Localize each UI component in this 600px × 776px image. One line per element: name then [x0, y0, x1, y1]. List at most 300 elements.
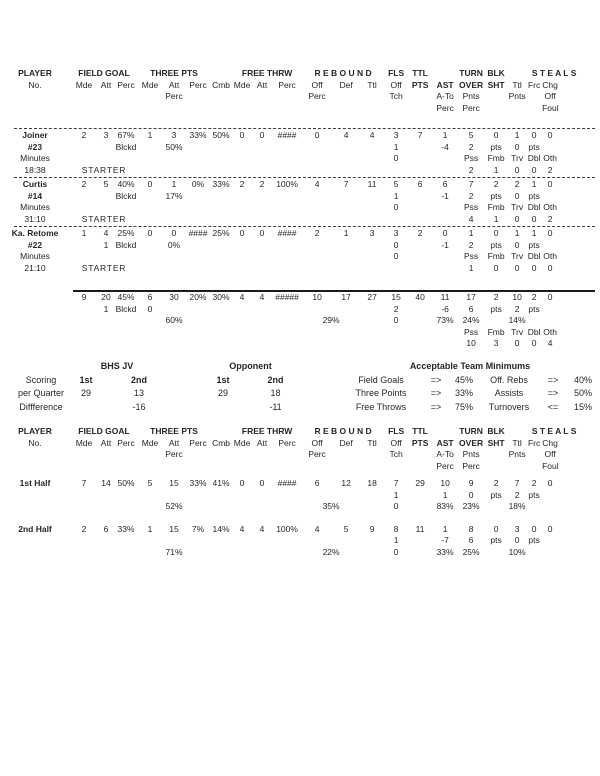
cell: #14	[27, 190, 43, 201]
cell: 30	[169, 292, 179, 302]
header-row-2	[0, 80, 600, 92]
player-retome-line-1	[0, 228, 600, 240]
cell: =>	[430, 388, 442, 398]
cell: Pss	[464, 251, 479, 261]
cell: PTS	[411, 437, 429, 448]
totals-line-4	[0, 327, 600, 339]
cell: 0	[259, 130, 265, 140]
cell: pts	[490, 141, 502, 152]
cell: Perc	[278, 79, 296, 90]
cell: BHS JV	[100, 361, 134, 371]
cell: 0	[547, 292, 553, 302]
cell: pts	[528, 190, 540, 201]
cell: 8	[468, 523, 474, 534]
cell: A-To	[436, 91, 454, 101]
cell: 2	[514, 489, 520, 500]
quarter-scoring-table	[0, 360, 303, 414]
cell: FIELD GOAL	[78, 68, 130, 78]
cell: Blckd	[115, 303, 137, 314]
cell: #####	[275, 292, 299, 302]
empty-cell	[526, 547, 600, 559]
cell: Frc	[527, 437, 541, 448]
cell: 27	[367, 292, 377, 302]
cell: 9	[81, 292, 87, 302]
scoring-period-header	[0, 374, 303, 388]
cell: <=	[547, 401, 559, 412]
cell: Mde	[75, 79, 93, 90]
cell: 0	[547, 179, 553, 189]
cell: 0	[442, 228, 448, 238]
empty-cell	[432, 426, 458, 438]
cell: 1	[514, 228, 520, 238]
cell: 2nd	[131, 374, 148, 385]
cell: 3	[393, 130, 399, 140]
cell: Trv	[511, 251, 524, 261]
empty-cell	[408, 547, 432, 559]
cell: pts	[528, 535, 540, 545]
cell: AST	[436, 437, 454, 448]
cell: 0%	[167, 239, 181, 250]
cell: 1	[468, 262, 474, 273]
empty-cell	[170, 387, 198, 401]
totals-line-3	[0, 315, 600, 327]
cell: PTS	[411, 79, 429, 90]
empty-cell	[542, 304, 600, 316]
empty-cell	[0, 501, 162, 513]
cell: 1	[531, 179, 537, 189]
cell: Trv	[511, 202, 524, 212]
empty-cell	[526, 91, 542, 103]
empty-cell	[186, 191, 384, 203]
cell: PLAYER	[18, 68, 52, 78]
cell: -4	[441, 141, 449, 152]
empty-cell	[186, 142, 384, 154]
minimums-free-throws	[340, 401, 600, 415]
cell: 3	[103, 130, 109, 140]
cell: 7	[343, 179, 349, 189]
cell: FREE THRW	[241, 426, 293, 436]
cell: pts	[490, 190, 502, 201]
cell: 4	[314, 523, 320, 534]
cell: 0	[147, 228, 153, 238]
cell: 0	[171, 228, 177, 238]
cell: Fmb	[487, 153, 505, 163]
cell: Off. Rebs	[490, 374, 528, 385]
cell: pts	[490, 489, 502, 500]
cell: 4	[239, 523, 245, 534]
cell: pts	[490, 535, 502, 545]
cell: S T E A L S	[531, 426, 577, 436]
second-half-line-3	[0, 547, 600, 559]
cell: 6	[314, 478, 320, 488]
cell: Off	[544, 91, 556, 101]
cell: 5	[393, 179, 399, 189]
cell: Perc	[278, 437, 296, 448]
cell: 2	[81, 130, 87, 140]
cell: Free Throws	[355, 401, 407, 412]
empty-cell	[0, 338, 458, 350]
cell: Ttl	[367, 79, 377, 90]
cell: Att	[100, 437, 112, 448]
cell: R E B O U N D	[314, 426, 372, 436]
cell: 1	[493, 213, 499, 224]
cell: Assists	[494, 388, 524, 398]
cell: 0%	[191, 179, 205, 189]
cell: STARTER	[81, 164, 127, 175]
cell: 10	[512, 292, 522, 302]
cell: 15	[169, 478, 179, 488]
empty-cell	[484, 461, 542, 473]
cell: 0	[393, 239, 399, 250]
cell: 3	[393, 228, 399, 238]
cell: Att	[256, 437, 268, 448]
cell: Mde	[141, 437, 159, 448]
cell: -6	[441, 303, 449, 314]
empty-cell	[70, 191, 114, 203]
empty-cell	[408, 142, 432, 154]
cell: 14%	[212, 523, 230, 534]
cell: 33%	[454, 388, 473, 398]
empty-cell	[558, 251, 600, 263]
cell: 0	[531, 262, 537, 273]
cell: 0	[547, 478, 553, 488]
cell: Cmb	[212, 79, 231, 90]
cell: 2	[468, 164, 474, 175]
cell: 0	[493, 523, 499, 534]
cell: 71%	[165, 546, 183, 557]
cell: Att	[168, 79, 180, 90]
empty-cell	[558, 327, 600, 339]
cell: 0	[393, 153, 399, 163]
empty-cell	[542, 240, 600, 252]
cell: pts	[490, 239, 502, 250]
cell: FREE THRW	[241, 68, 293, 78]
empty-cell	[0, 315, 162, 327]
cell: 7	[468, 179, 474, 189]
cell: Blckd	[115, 141, 137, 152]
empty-cell	[0, 91, 162, 103]
empty-cell	[408, 490, 432, 502]
first-half-line-3	[0, 501, 600, 513]
cell: 20%	[189, 292, 207, 302]
empty-cell	[0, 535, 384, 547]
player-retome-line-4	[0, 263, 600, 275]
cell: -7	[441, 535, 449, 545]
empty-cell	[558, 438, 600, 450]
cell: 1	[103, 239, 109, 250]
cell: 0	[393, 315, 399, 325]
cell: Perc	[165, 91, 183, 101]
cell: Att	[100, 79, 112, 90]
cell: AST	[436, 79, 454, 90]
table-row	[0, 114, 600, 127]
cell: 2	[514, 179, 520, 189]
cell: Att	[256, 79, 268, 90]
cell: 0	[547, 130, 553, 140]
cell: Perc	[117, 79, 135, 90]
cell: 33%	[436, 546, 454, 557]
cell: 0	[531, 213, 537, 224]
cell: 3	[369, 228, 375, 238]
cell: THREE PTS	[150, 426, 198, 436]
cell: 45%	[117, 292, 135, 302]
empty-cell	[558, 478, 600, 490]
cell: Three Points	[355, 388, 407, 398]
cell: Turnovers	[488, 401, 530, 412]
cell: Mde	[75, 437, 93, 448]
cell: Mde	[141, 79, 159, 90]
empty-cell	[484, 91, 508, 103]
cell: Field Goals	[358, 374, 404, 385]
cell: Dbl	[527, 326, 541, 337]
cell: 100%	[276, 523, 298, 534]
empty-cell	[210, 426, 232, 438]
cell: 30%	[212, 292, 230, 302]
cell: 29	[218, 388, 229, 398]
cell: 41%	[212, 478, 230, 488]
player-curtis-line-2	[0, 191, 600, 203]
cell: 17%	[165, 190, 183, 201]
cell: Pnts	[462, 449, 480, 459]
cell: ####	[188, 228, 208, 238]
cell: Ttl	[512, 79, 522, 90]
cell: Ka. Retome	[11, 228, 59, 238]
empty-cell	[558, 103, 600, 115]
header-row-3	[0, 449, 600, 461]
cell: 1	[531, 228, 537, 238]
cell: -1	[441, 190, 449, 201]
cell: 15	[391, 292, 401, 302]
cell: 50%	[117, 478, 135, 488]
cell: 0	[314, 130, 320, 140]
cell: Mde	[233, 79, 251, 90]
cell: 4	[314, 179, 320, 189]
cell: No.	[28, 79, 42, 90]
cell: 1	[442, 130, 448, 140]
cell: 17	[341, 292, 351, 302]
cell: Opponent	[229, 361, 272, 371]
empty-cell	[360, 547, 384, 559]
cell: No.	[28, 437, 42, 448]
dash-line	[14, 128, 595, 129]
cell: 1	[147, 523, 153, 534]
empty-cell	[542, 490, 600, 502]
cell: 4	[343, 130, 349, 140]
empty-cell	[0, 449, 162, 461]
scoring-values	[0, 387, 303, 401]
empty-cell	[0, 547, 162, 559]
player-joiner-line-4	[0, 165, 600, 177]
team-minimums-table	[340, 360, 600, 414]
empty-cell	[0, 327, 458, 339]
player-retome-line-3	[0, 251, 600, 263]
cell: 4	[259, 292, 265, 302]
empty-cell	[408, 449, 432, 461]
cell: 2	[314, 228, 320, 238]
cell: 40%	[573, 374, 592, 385]
cell: Tch	[389, 91, 403, 101]
cell: Perc	[462, 102, 480, 113]
cell: 10	[440, 478, 450, 488]
cell: Def	[339, 437, 353, 448]
cell: 0	[514, 535, 520, 545]
cell: 0	[531, 338, 537, 348]
cell: 5	[468, 130, 474, 140]
cell: 0	[547, 262, 553, 273]
empty-cell	[526, 315, 600, 327]
cell: -16	[132, 401, 146, 412]
cell: -1	[441, 239, 449, 250]
first-half-line-2	[0, 490, 600, 502]
cell: 18	[367, 478, 377, 488]
cell: =>	[430, 401, 442, 412]
cell: 21:10	[24, 262, 46, 273]
empty-cell	[0, 304, 98, 316]
cell: 52%	[165, 501, 183, 511]
cell: 2	[468, 239, 474, 250]
cell: Perc	[308, 91, 326, 101]
cell: 4	[547, 338, 553, 348]
cell: S T E A L S	[531, 68, 577, 78]
cell: Foul	[542, 102, 559, 113]
cell: 0	[531, 130, 537, 140]
cell: SHT	[487, 79, 505, 90]
cell: Oth	[543, 251, 557, 261]
cell: Frc	[527, 79, 541, 90]
cell: 50%	[165, 141, 183, 152]
cell: OVER	[459, 79, 484, 90]
cell: Pnts	[462, 91, 480, 101]
cell: Mde	[233, 437, 251, 448]
cell: 0	[393, 202, 399, 212]
cell: Trv	[511, 153, 524, 163]
cell: 1	[147, 130, 153, 140]
cell: 0	[547, 228, 553, 238]
cell: 11	[440, 292, 450, 302]
cell: 18:38	[24, 164, 46, 175]
empty-cell	[558, 80, 600, 92]
cell: Tch	[389, 449, 403, 459]
empty-cell	[138, 165, 458, 177]
cell: =>	[547, 374, 559, 385]
cell: PLAYER	[18, 426, 52, 436]
empty-cell	[542, 142, 600, 154]
cell: #22	[27, 239, 43, 250]
empty-cell	[70, 202, 384, 214]
cell: 9	[468, 478, 474, 488]
cell: TTL	[412, 426, 428, 436]
cell: 0	[259, 228, 265, 238]
cell: Dbl	[527, 202, 541, 212]
cell: Perc	[436, 460, 454, 471]
cell: 7	[514, 478, 520, 488]
cell: Perc	[436, 102, 454, 113]
empty-cell	[558, 461, 600, 473]
cell: 1st	[79, 374, 93, 385]
cell: BLK	[487, 426, 505, 436]
cell: pts	[490, 303, 502, 314]
cell: A-To	[436, 449, 454, 459]
cell: 2	[547, 213, 553, 224]
quarter-scoring-section	[0, 360, 600, 418]
cell: 15%	[573, 401, 592, 412]
empty-cell	[186, 315, 302, 327]
cell: 12	[341, 478, 351, 488]
cell: Blckd	[115, 190, 137, 201]
empty-cell	[408, 240, 432, 252]
cell: ####	[277, 478, 297, 488]
empty-cell	[432, 68, 458, 80]
cell: 40	[415, 292, 425, 302]
cell: 4	[103, 228, 109, 238]
cell: 23%	[462, 501, 480, 511]
first-half-line-1	[0, 478, 600, 490]
empty-cell	[408, 91, 432, 103]
cell: 40%	[117, 179, 135, 189]
cell: 33%	[212, 179, 230, 189]
cell: Fmb	[487, 202, 505, 212]
player-curtis-line-1	[0, 179, 600, 191]
header-row-3	[0, 91, 600, 103]
cell: 7	[417, 130, 423, 140]
cell: 6	[417, 179, 423, 189]
empty-cell	[0, 461, 432, 473]
cell: Joiner	[22, 130, 48, 140]
cell: Oth	[543, 326, 557, 337]
empty-cell	[484, 449, 508, 461]
cell: 1	[442, 523, 448, 534]
cell: 1st	[216, 374, 230, 385]
cell: Minutes	[20, 153, 50, 163]
spacer	[0, 114, 600, 127]
cell: Fmb	[487, 251, 505, 261]
cell: 0	[147, 179, 153, 189]
table-row	[0, 274, 600, 289]
cell: 4	[369, 130, 375, 140]
cell: 0	[147, 303, 153, 314]
cell: 0	[547, 523, 553, 534]
cell: OVER	[459, 437, 484, 448]
cell: FLS	[388, 426, 405, 436]
empty-cell	[484, 501, 508, 513]
cell: -11	[269, 401, 282, 412]
cell: 2	[514, 303, 520, 314]
cell: 2	[468, 141, 474, 152]
cell: 6	[147, 292, 153, 302]
cell: 45%	[454, 374, 473, 385]
empty-cell	[558, 153, 600, 165]
cell: 0	[239, 130, 245, 140]
empty-cell	[558, 524, 600, 536]
cell: 31:10	[24, 213, 46, 224]
cell: 2	[468, 190, 474, 201]
cell: STARTER	[81, 262, 127, 273]
cell: Off	[311, 437, 323, 448]
player-joiner-line-3	[0, 153, 600, 165]
player-retome-line-2	[0, 240, 600, 252]
cell: 3	[514, 523, 520, 534]
cell: 6	[468, 303, 474, 314]
cell: =>	[547, 388, 559, 398]
cell: Minutes	[20, 202, 50, 212]
cell: 0	[259, 478, 265, 488]
empty-cell	[408, 191, 432, 203]
cell: Curtis	[22, 179, 48, 189]
empty-cell	[186, 501, 302, 513]
cell: pts	[528, 239, 540, 250]
cell: 10%	[508, 546, 526, 557]
cell: 0	[514, 239, 520, 250]
